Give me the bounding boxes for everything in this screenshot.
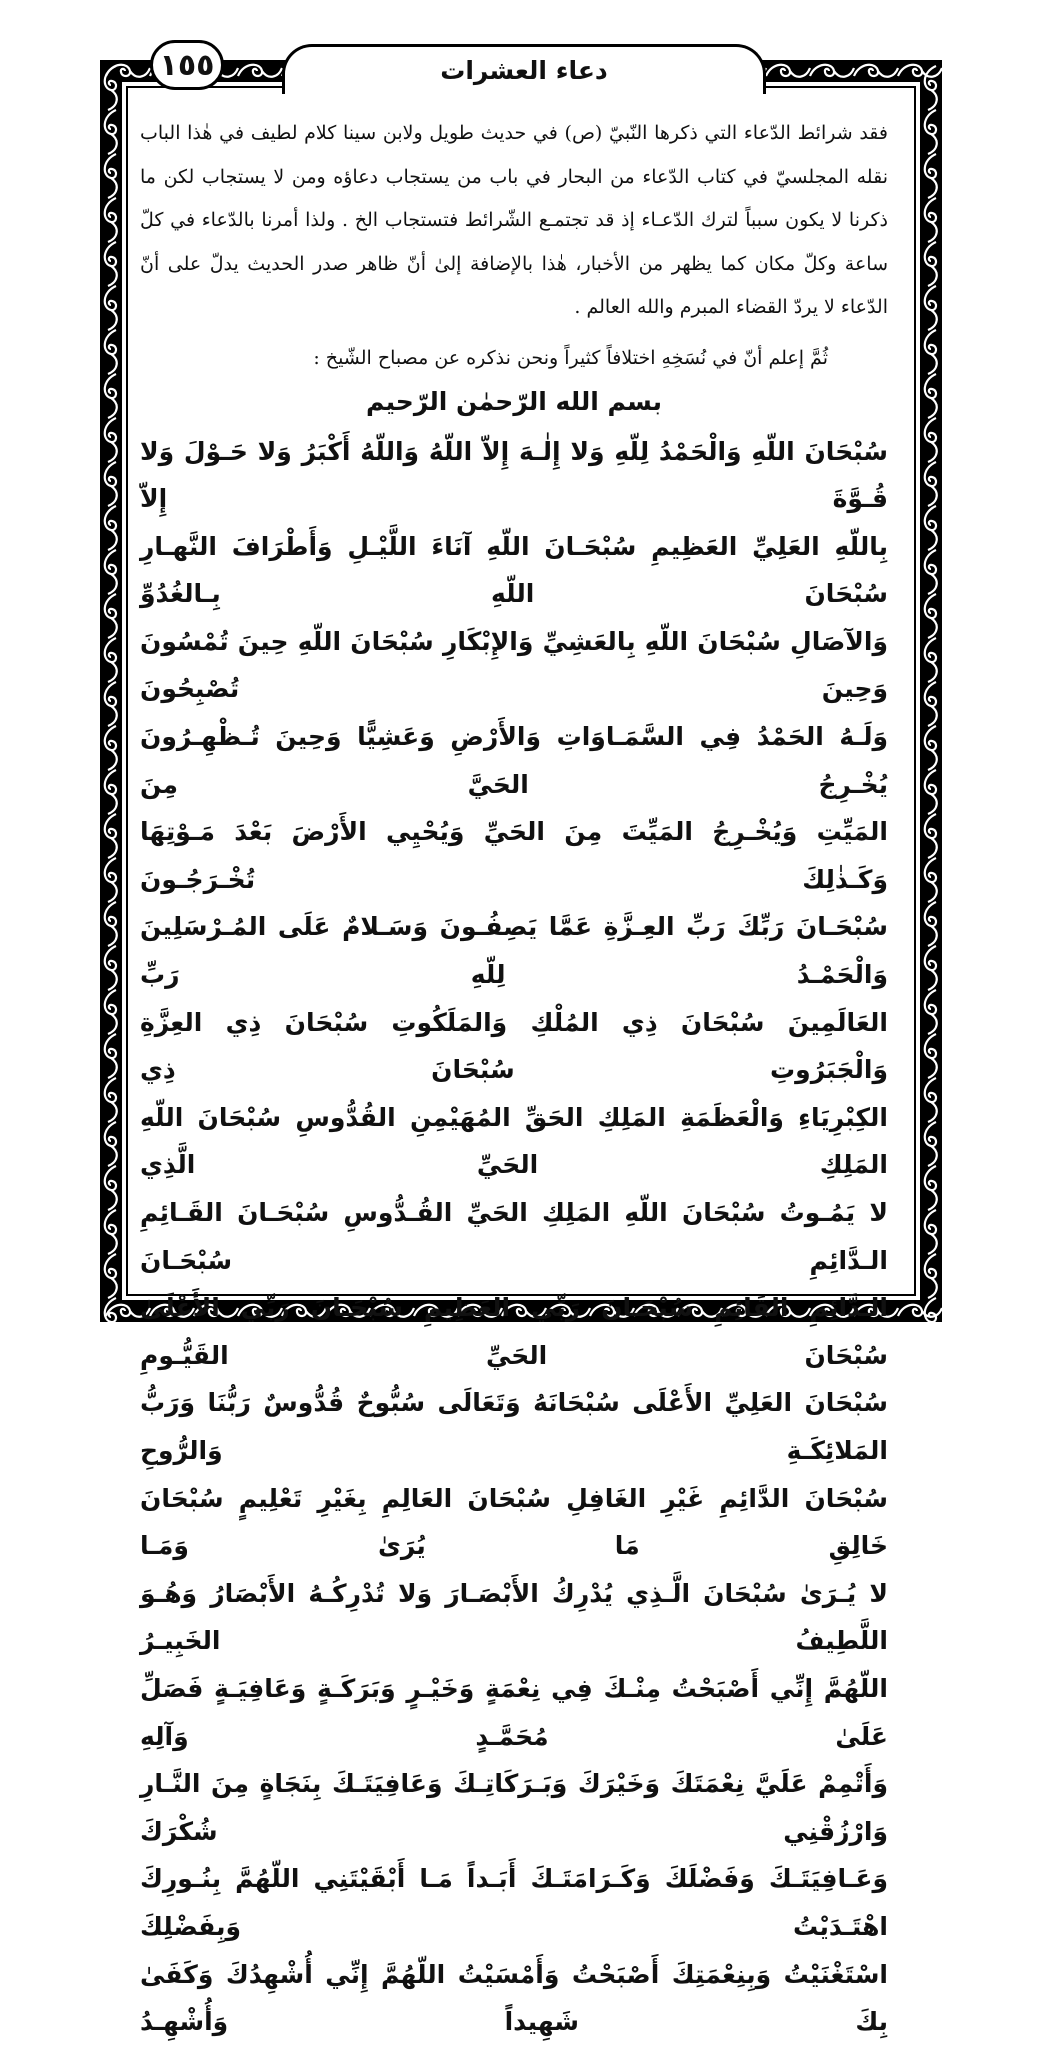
scroll-ornament: [105, 1254, 117, 1298]
scroll-ornament: [105, 682, 117, 726]
dua-line: العَالَمِينَ سُبْحَانَ ذِي المُلْكِ وَالمَلَكُوتِ سُبْحَانَ ذِي العِزَّةِ وَالْجَبَرُوتِ سُبْحَانَ ذِي: [140, 1007, 888, 1085]
ornament-band-left: [100, 60, 122, 1322]
scroll-ornament: [925, 110, 937, 154]
scroll-ornament: [925, 946, 937, 990]
scroll-ornament: [925, 770, 937, 814]
scroll-ornament: [925, 154, 937, 198]
scroll-ornament: [105, 374, 117, 418]
dua-line: سُبْحَانَ الدَّائِمِ غَيْرِ الغَافِلِ سُبْحَانَ العَالِمِ بِغَيْرِ تَعْلِيمٍ سُبْحَانَ خَالِقِ مَا يُرَىٰ وَمَـا: [140, 1483, 888, 1561]
dua-line: اللّهُمَّ إِنِّي أَصْبَحْتُ مِنْـكَ فِي نِعْمَةٍ وَخَيْـرٍ وَبَرَكَـةٍ وَعَافِيَـةٍ فَصَلِّ عَلَىٰ مُحَمَّـدٍ وَآلِهِ: [140, 1673, 888, 1751]
dua-line: لا يُـرَىٰ سُبْحَانَ الَّـذِي يُدْرِكُ الأَبْصَـارَ وَلا تُدْرِكُـهُ الأَبْصَارُ وَهُـوَ اللَّطِيفُ الخَبِيـرُ: [140, 1578, 888, 1656]
dua-line: لا يَمُـوتُ سُبْحَانَ اللّهِ المَلِكِ الحَيِّ القُـدُّوسِ سُبْحَـانَ القَـائِمِ الـدَّائِمِ سُبْحَـانَ: [140, 1198, 888, 1275]
scroll-ornament: [105, 726, 117, 770]
scroll-ornament: [925, 902, 937, 946]
dua-line: سُبْحَانَ اللّهِ وَالْحَمْدُ لِلّهِ وَلا إِلٰـهَ إِلاّ اللّهُ وَاللّهُ أَكْبَرُ وَلا حَـوْلَ وَلا قُـوَّةَ إِلاّ: [140, 436, 888, 514]
scroll-ornament: [925, 1298, 937, 1322]
dua-line: المَيِّتِ وَيُخْـرِجُ المَيِّتَ مِنَ الحَيِّ وَيُحْيِي الأَرْضَ بَعْدَ مَـوْتِهَا وَكَـذٰلِكَ تُخْـرَجُـونَ: [140, 817, 888, 894]
scroll-ornament: [105, 110, 117, 154]
scroll-ornament: [105, 594, 117, 638]
dua-line: اسْتَغْنَيْتُ وَبِنِعْمَتِكَ أَصْبَحْتُ وَأَمْسَيْتُ اللّهُمَّ إِنِّي أُشْهِدُكَ وَكَفَىٰ بِكَ شَهِيداً وَأُشْهِـدُ: [140, 1959, 888, 2037]
scroll-ornament: [925, 374, 937, 418]
scroll-ornament: [925, 638, 937, 682]
edition-note: ثُمَّ إعلم أنّ في نُسَخِهِ اختلافاً كثيراً ونحن نذكره عن مصباح الشّيخ :: [313, 346, 828, 369]
scroll-ornament: [925, 682, 937, 726]
scroll-ornament: [766, 65, 810, 77]
scroll-ornament: [105, 1298, 117, 1322]
dua-line: بِاللّهِ العَلِيِّ العَظِيمِ سُبْحَـانَ اللّهِ آنَاءَ اللَّيْـلِ وَأَطْرَافَ النَّهـارِ سُبْحَانَ اللّهِ بِـالغُدُوِّ: [140, 531, 888, 609]
scroll-ornament: [925, 1078, 937, 1122]
scroll-ornament: [925, 286, 937, 330]
scroll-ornament: [105, 66, 117, 110]
scroll-ornament: [854, 65, 898, 77]
scroll-ornament: [925, 66, 937, 110]
scroll-ornament: [105, 506, 117, 550]
scroll-ornament: [925, 1122, 937, 1166]
scroll-ornament: [105, 550, 117, 594]
scroll-ornament: [925, 506, 937, 550]
scroll-ornament: [105, 154, 117, 198]
scroll-ornament: [105, 638, 117, 682]
scroll-ornament: [105, 330, 117, 374]
scroll-ornament: [925, 1166, 937, 1210]
scroll-ornament: [105, 814, 117, 858]
scroll-ornament: [925, 1034, 937, 1078]
scroll-ornament: [925, 198, 937, 242]
scroll-ornament: [925, 1254, 937, 1298]
scroll-ornament: [105, 1210, 117, 1254]
scroll-ornament: [925, 242, 937, 286]
dua-line: الكِبْرِيَاءِ وَالْعَظَمَةِ المَلِكِ الحَقِّ المُهَيْمِنِ القُدُّوسِ سُبْحَانَ اللّهِ المَلِكِ الحَيِّ الَّذِي: [140, 1102, 888, 1180]
dua-text: [140, 428, 888, 2046]
scroll-ornament: [105, 1166, 117, 1210]
text-body: [140, 112, 888, 2046]
dua-line: وَعَـافِيَتَـكَ وَفَضْلَكَ وَكَـرَامَتَـكَ أَبَـداً مَـا أَبْقَيْتَنِي اللّهُمَّ بِنُـورِكَ اهْتَـدَيْتُ وَبِفَضْلِكَ: [140, 1864, 888, 1941]
scroll-ornament: [925, 330, 937, 374]
scroll-ornament: [925, 858, 937, 902]
intro-paragraph: فقد شرائط الدّعاء التي ذكرها النّبيّ (ص) في حديث طويل ولابن سينا كلام لطيف في هٰذا الباب نقله المجلسيّ في كتاب الدّعاء من البحار في باب من يستجاب دعاؤه ومن لا يستجاب لكن ما ذكرنا لا يكون سبباً لترك الدّعـاء إذ قد تجتمـع الشّرائط فتستجاب الخ . ولذا أمرنا بالدّعاء في كلّ ساعة وكلّ مكان كما يظهر من الأخبار، هٰذا بالإضافة إلىٰ أنّ ظاهر صدر الحديث يدلّ على أنّ الدّعاء لا يردّ القضاء المبرم والله العالم .: [140, 122, 888, 318]
running-header-title: دعاء العشرات: [282, 44, 766, 94]
scroll-ornament: [925, 418, 937, 462]
scroll-ornament: [925, 594, 937, 638]
scroll-ornament: [105, 946, 117, 990]
scroll-ornament: [925, 726, 937, 770]
dua-line: سُبْحَـانَ رَبِّكَ رَبِّ العِـزَّةِ عَمَّا يَصِفُـونَ وَسَـلامٌ عَلَى المُـرْسَلِينَ وَالْحَمْـدُ لِلّهِ رَبِّ: [140, 912, 888, 990]
dua-line: الـدَّائِمِ القَائِمِ سُبْحَـانَ رَبِّي العَظِيمِ سُبْحَـانَ رَبِّي الأَعْلَىٰ سُبْحَانَ الحَيِّ القَيُّـومِ: [140, 1293, 888, 1370]
scroll-ornament: [925, 1210, 937, 1254]
dua-line: وَأَتْمِمْ عَلَيَّ نِعْمَتَكَ وَخَيْرَكَ وَبَـرَكَاتِـكَ وَعَافِيَتَـكَ بِنَجَاةٍ مِنَ النَّـارِ وَارْزُقْنِي شُكْرَكَ: [140, 1769, 888, 1846]
scroll-ornament: [925, 990, 937, 1034]
scroll-ornament: [105, 198, 117, 242]
scroll-ornament: [925, 814, 937, 858]
scroll-ornament: [105, 990, 117, 1034]
scroll-ornament: [925, 462, 937, 506]
scroll-ornament: [105, 1078, 117, 1122]
scroll-ornament: [105, 462, 117, 506]
scroll-ornament: [105, 858, 117, 902]
scroll-ornament: [105, 902, 117, 946]
dua-line: وَلَـهُ الحَمْدُ فِي السَّمَـاوَاتِ وَالأَرْضِ وَعَشِيًّا وَحِينَ تُـظْهِـرُونَ يُخْـرِجُ الحَيَّ مِنَ: [140, 722, 888, 799]
scroll-ornament: [105, 770, 117, 814]
scroll-ornament: [105, 242, 117, 286]
dua-line: سُبْحَانَ العَلِيِّ الأَعْلَى سُبْحَانَهُ وَتَعَالَى سُبُّوحٌ قُدُّوسٌ رَبُّنَا وَرَبُّ المَلائِكَـةِ وَالرُّوحِ: [140, 1388, 888, 1465]
scroll-ornament: [925, 550, 937, 594]
scroll-ornament: [105, 418, 117, 462]
page-number: ١٥٥: [150, 40, 224, 90]
scroll-ornament: [810, 65, 854, 77]
scroll-ornament: [238, 65, 282, 77]
scroll-ornament: [105, 1122, 117, 1166]
dua-line: وَالآصَالِ سُبْحَانَ اللّهِ بِالعَشِيِّ وَالإِبْكَارِ سُبْحَانَ اللّهِ حِينَ تُمْسُونَ وَحِينَ تُصْبِحُونَ: [140, 626, 888, 704]
ornament-band-right: [920, 60, 942, 1322]
basmala-heading: بسم الله الرّحمٰن الرّحيم: [366, 386, 662, 416]
scroll-ornament: [105, 286, 117, 330]
scroll-ornament: [105, 1034, 117, 1078]
